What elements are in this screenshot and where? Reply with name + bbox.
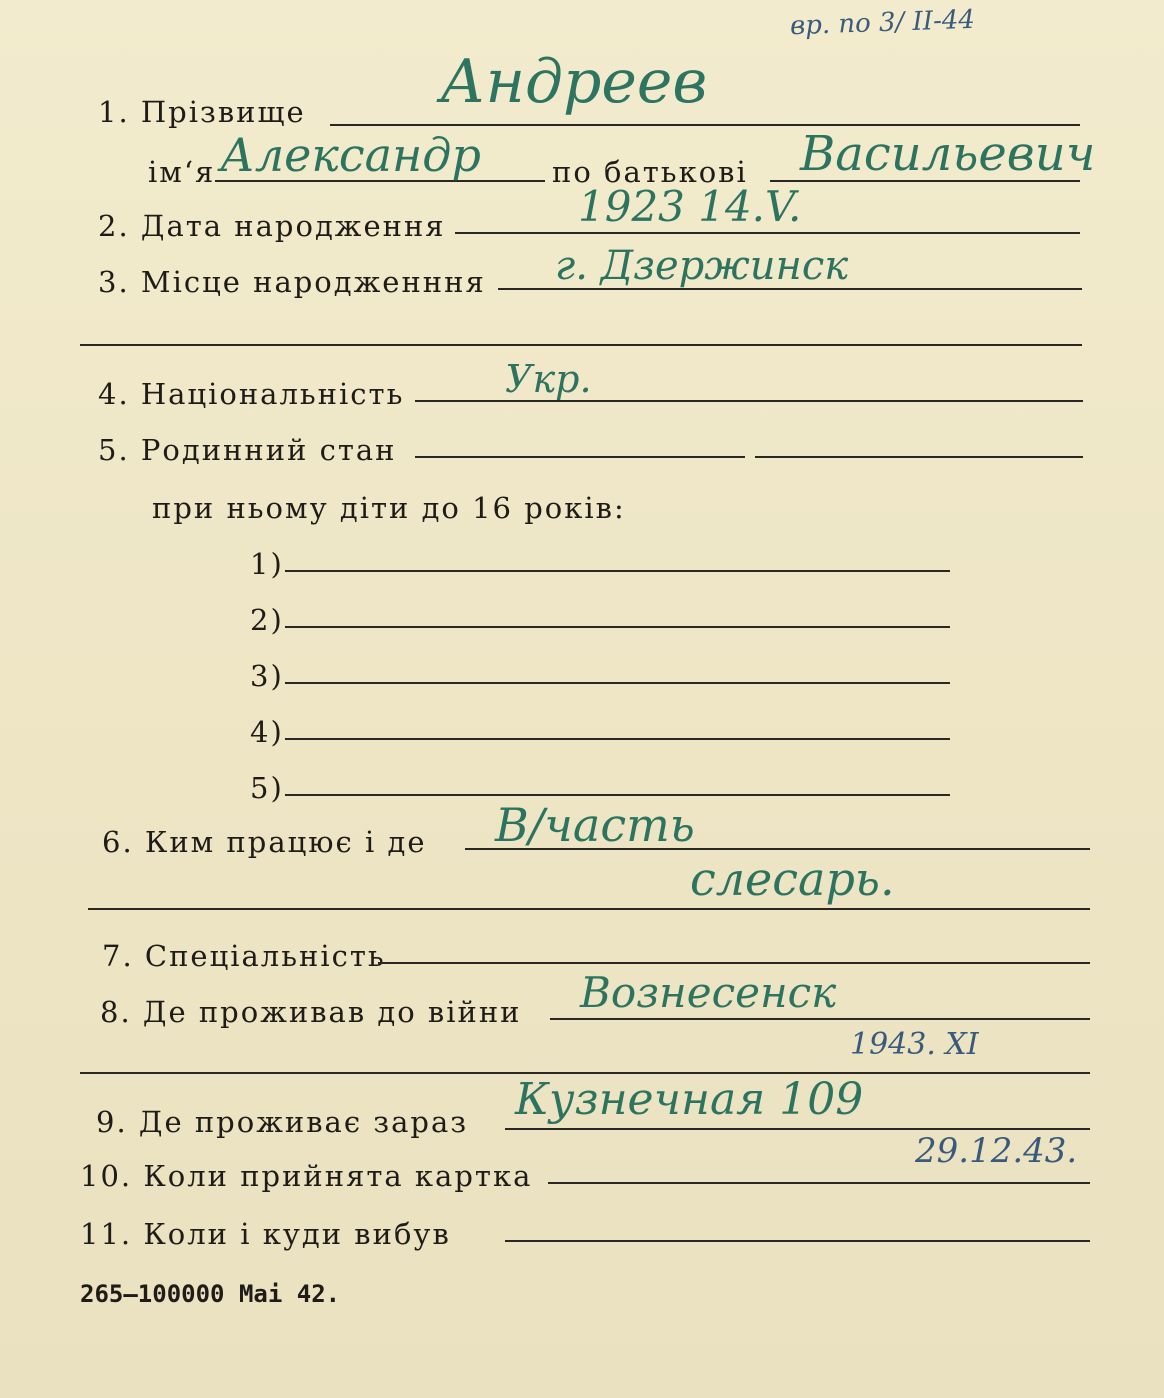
patronymic-handwritten: Васильевич <box>800 126 1096 182</box>
family-status-line-left <box>415 456 745 458</box>
nationality-label: 4. Національність <box>98 377 405 411</box>
child-number: 2) <box>250 603 284 637</box>
residence-now-handwritten: Кузнечная 109 <box>515 1074 864 1125</box>
departure-label: 11. Коли і куди вибув <box>80 1217 451 1251</box>
birth-place-extra-line <box>80 344 1082 346</box>
family-status-line-right <box>755 456 1083 458</box>
residence-before-war-date: 1943. XI <box>850 1027 979 1062</box>
departure-line <box>505 1240 1090 1242</box>
residence-now-line <box>505 1128 1090 1130</box>
specialty-line <box>378 962 1090 964</box>
child-line <box>285 626 950 628</box>
child-number: 5) <box>250 771 284 805</box>
specialty-label: 7. Спеціальність <box>102 939 386 973</box>
patronymic-label: по батькові <box>552 155 748 189</box>
child-line <box>285 794 950 796</box>
birth-date-handwritten: 1923 14.V. <box>578 182 802 231</box>
family-status-label: 5. Родинний стан <box>98 433 397 467</box>
child-line <box>285 570 950 572</box>
surname-handwritten: Андреев <box>440 47 708 117</box>
birth-date-line <box>455 232 1080 234</box>
surname-label: 1. Прізвище <box>98 95 306 129</box>
work-extra-line <box>88 908 1090 910</box>
residence-before-war-label: 8. Де проживав до війни <box>100 995 522 1029</box>
birth-place-label: 3. Місце народженння <box>98 265 486 299</box>
birth-date-label: 2. Дата народження <box>98 209 446 243</box>
nationality-handwritten: Укр. <box>505 357 592 401</box>
birth-place-handwritten: г. Дзержинск <box>555 243 849 289</box>
name-handwritten: Александр <box>220 128 481 182</box>
print-code: 265—100000 Mai 42. <box>80 1280 341 1308</box>
card-accepted-handwritten: 29.12.43. <box>915 1131 1078 1171</box>
work-handwritten-2: слесарь. <box>690 852 895 906</box>
children-label: при ньому діти до 16 років: <box>152 491 626 525</box>
card-accepted-line <box>548 1182 1090 1184</box>
work-handwritten-1: В/часть <box>495 798 695 852</box>
work-label: 6. Ким працює і де <box>102 825 427 859</box>
residence-before-war-handwritten: Вознесенск <box>580 968 837 1017</box>
header-note: вр. по 3/ ІІ-44 <box>789 4 976 42</box>
child-line <box>285 682 950 684</box>
card-accepted-label: 10. Коли прийнята картка <box>80 1159 533 1193</box>
child-number: 4) <box>250 715 284 749</box>
child-number: 3) <box>250 659 284 693</box>
residence-now-label: 9. Де проживає зараз <box>96 1105 469 1139</box>
child-number: 1) <box>250 547 284 581</box>
residence-before-war-line <box>550 1018 1090 1020</box>
name-label: ім‘я <box>148 155 216 189</box>
child-line <box>285 738 950 740</box>
